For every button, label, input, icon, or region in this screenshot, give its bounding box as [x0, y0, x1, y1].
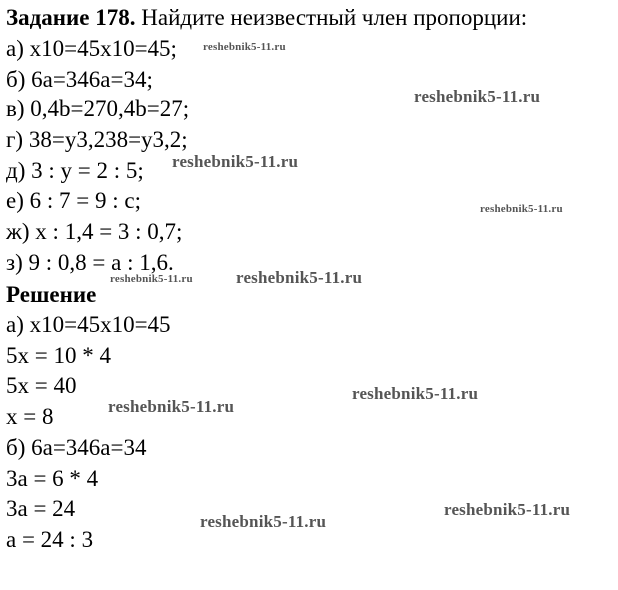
problem-d: г) 38=y3,238=y3,2;	[6, 127, 188, 152]
watermark: reshebnik5-11.ru	[414, 87, 541, 106]
watermark: reshebnik5-11.ru	[352, 384, 479, 403]
solution-line: 3a = 24	[6, 496, 76, 521]
solution-line: 3a = 6 * 4	[6, 466, 99, 491]
watermark: reshebnik5-11.ru	[200, 512, 327, 531]
task-instruction: Найдите неизвестный член пропорции:	[135, 5, 528, 30]
problem-e: д) 3 : y = 2 : 5;	[6, 158, 144, 183]
problem-g: ж) x : 1,4 = 3 : 0,7;	[6, 219, 183, 244]
watermark: reshebnik5-11.ru	[444, 500, 571, 519]
problem-h: з) 9 : 0,8 = a : 1,6.	[6, 250, 174, 275]
solution-heading: Решение	[6, 282, 97, 307]
watermark: reshebnik5-11.ru	[236, 268, 363, 287]
solution-line: а) x10=45x10=45	[6, 312, 171, 337]
solution-line: 5x = 10 * 4	[6, 343, 111, 368]
solution-line: a = 24 : 3	[6, 527, 94, 552]
problem-b: б) 6a=346a=34;	[6, 67, 153, 92]
watermark: reshebnik5-11.ru	[172, 152, 299, 171]
solution-line: x = 8	[6, 404, 54, 429]
watermark: reshebnik5-11.ru	[480, 203, 563, 215]
problem-f: е) 6 : 7 = 9 : c;	[6, 188, 141, 213]
watermark: reshebnik5-11.ru	[108, 397, 235, 416]
solution-line: б) 6a=346a=34	[6, 435, 147, 460]
task-title-line	[6, 4, 527, 32]
solution-line: 5x = 40	[6, 373, 77, 398]
task-number: Задание 178.	[6, 5, 136, 30]
problem-a: а) x10=45x10=45;	[6, 36, 177, 61]
watermark: reshebnik5-11.ru	[110, 273, 193, 285]
problem-c: в) 0,4b=270,4b=27;	[6, 96, 190, 121]
watermark: reshebnik5-11.ru	[203, 41, 286, 53]
